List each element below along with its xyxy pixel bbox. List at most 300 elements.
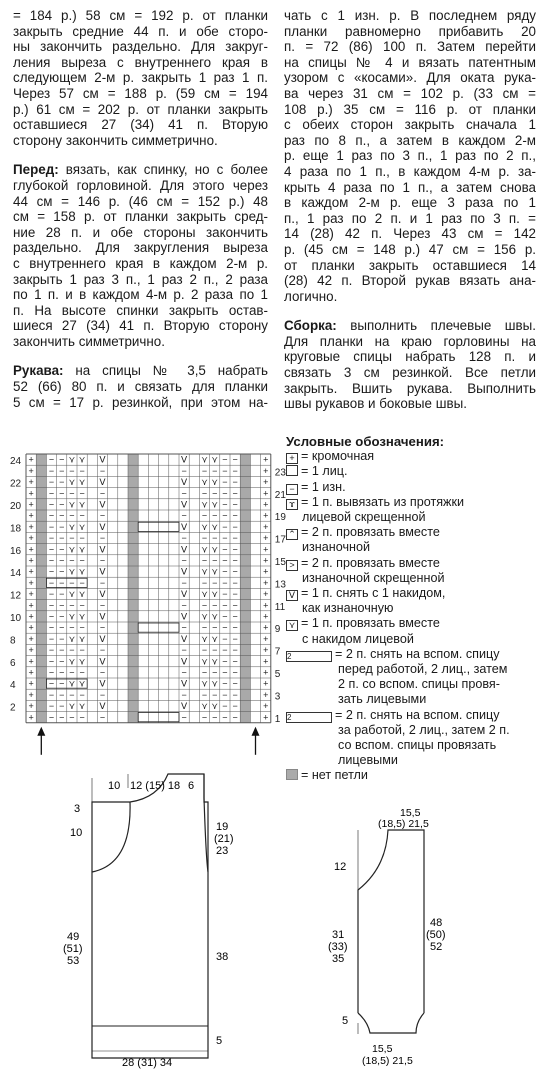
body-outline — [92, 774, 208, 1058]
stitch-symbol: − — [201, 555, 208, 566]
stitch-symbol: ᐯ — [99, 611, 106, 622]
stitch-symbol: − — [79, 600, 85, 611]
dim-label: 5 — [342, 1015, 349, 1027]
stitch-symbol: − — [59, 510, 65, 521]
stitch-symbol: − — [79, 488, 85, 499]
slip-box-icon: ᐯ — [286, 590, 298, 601]
loop-box-icon: ɤ — [286, 499, 298, 510]
stitch-symbol: − — [48, 712, 55, 723]
stitch-symbol: − — [48, 555, 55, 566]
assembly-heading: Сборка: — [284, 318, 337, 334]
legend-title: Условные обозначения: — [286, 434, 445, 449]
stitch-symbol: − — [59, 622, 65, 633]
stitch-symbol: ᐯ — [181, 454, 188, 465]
row-number: 16 — [10, 545, 22, 557]
stitch-symbol: ⋎ — [201, 566, 208, 577]
row-number: 18 — [10, 523, 22, 535]
stitch-symbol: ᐯ — [99, 566, 106, 577]
stitch-symbol: − — [48, 488, 55, 499]
legend-text: с накидом лицевой — [302, 631, 414, 646]
text-line: раздельно. Для закругления выреза — [13, 240, 268, 256]
stitch-symbol: − — [59, 521, 65, 532]
legend-text: = 2 п. снять на вспом. спицу — [335, 707, 500, 722]
text-line: швы рукавов и боковые швы. — [284, 396, 467, 412]
stitch-symbol: − — [48, 577, 55, 588]
stitch-symbol: − — [69, 712, 75, 723]
text-line: от планки закрыть оставшиеся 14 — [284, 257, 536, 273]
stitch-symbol: − — [79, 667, 85, 678]
text-line: чать с 1 изн. р. В последнем ряду — [284, 8, 536, 23]
stitch-symbol: − — [48, 454, 55, 465]
stitch-symbol: − — [59, 577, 65, 588]
stitch-symbol: − — [99, 510, 106, 521]
stitch-symbol: ᐯ — [181, 544, 188, 555]
stitch-symbol: − — [59, 667, 65, 678]
stitch-symbol: − — [59, 499, 65, 510]
stitch-symbol: + — [263, 454, 269, 465]
legend-text: = 2 п. провязать вместе — [301, 525, 440, 540]
stitch-symbol: − — [222, 645, 228, 656]
stitch-symbol: − — [48, 701, 55, 712]
stitch-symbol: − — [201, 689, 208, 700]
stitch-symbol: − — [232, 645, 238, 656]
stitch-symbol: − — [59, 678, 65, 689]
stitch-symbol: − — [79, 510, 85, 521]
stitch-symbol: ⋎ — [78, 454, 86, 465]
stitch-symbol: ⋎ — [211, 544, 218, 555]
triangle-box-icon: ⌃ — [286, 529, 298, 540]
stitch-symbol: + — [263, 633, 269, 644]
text-line: с обеих сторон закрыть сначала 1 — [284, 117, 536, 133]
stitch-symbol: − — [232, 499, 238, 510]
stitch-symbol: + — [263, 656, 269, 667]
stitch-symbol: − — [212, 712, 218, 723]
sleeves-paragraph — [13, 363, 268, 410]
text-line: 4 раза по 1 п., в каждом 4-м р. за- — [284, 163, 536, 179]
stitch-symbol: + — [28, 678, 34, 689]
legend-text: изнаночной скрещенной — [302, 570, 445, 585]
stitch-symbol: ⋎ — [68, 521, 76, 532]
v-box-icon: ⋎ — [286, 620, 298, 631]
stitch-symbol: ⋎ — [201, 521, 208, 532]
stitch-symbol: − — [232, 622, 238, 633]
stitch-symbol: + — [28, 611, 34, 622]
stitch-symbol: − — [59, 656, 65, 667]
stitch-symbol: − — [222, 678, 228, 689]
stitch-symbol: − — [59, 645, 65, 656]
stitch-symbol: + — [263, 544, 269, 555]
sleeve-outline — [358, 830, 424, 1013]
dim-label: 35 — [332, 953, 345, 965]
stitch-symbol: − — [59, 488, 65, 499]
stitch-symbol: + — [28, 600, 34, 611]
stitch-symbol: − — [181, 577, 187, 588]
stitch-symbol: − — [222, 521, 228, 532]
stitch-symbol: − — [212, 533, 218, 544]
stitch-symbol: − — [48, 689, 55, 700]
text-line: = 184 р.) 58 см = 192 р. от планки — [13, 8, 268, 23]
stitch-symbol: − — [222, 712, 228, 723]
text-line: оставшиеся 27 (34) 41 п. Вторую — [13, 117, 268, 133]
stitch-symbol: − — [201, 645, 208, 656]
legend-item-no-stitch — [286, 768, 540, 783]
text-line: следующем 2-м р. закрыть 1 раз 1 п. — [13, 70, 268, 86]
stitch-symbol: − — [48, 477, 55, 488]
stitch-symbol: + — [28, 465, 34, 476]
stitch-symbol: ᐯ — [99, 499, 106, 510]
text-line — [13, 162, 268, 178]
stitch-symbol: ⋎ — [201, 589, 208, 600]
row-number: 1 — [274, 713, 281, 725]
legend-text: 2 п. со вспом. спицы провя- — [338, 677, 500, 692]
stitch-symbol: − — [222, 622, 228, 633]
stitch-symbol: + — [28, 533, 34, 544]
stitch-symbol: − — [232, 465, 238, 476]
row-number: 6 — [10, 657, 16, 669]
legend-text: = кромочная — [301, 449, 375, 464]
stitch-symbol: ᐯ — [99, 589, 106, 600]
text-line: закрыть. Вшить рукава. Выполнить — [284, 380, 536, 396]
stitch-symbol: − — [222, 488, 228, 499]
stitch-symbol: + — [263, 589, 269, 600]
arrow-head-icon — [37, 727, 45, 736]
stitch-symbol: ⋎ — [68, 701, 76, 712]
stitch-symbol: − — [222, 611, 228, 622]
stitch-symbol: ⋎ — [211, 701, 218, 712]
stitch-symbol: − — [222, 566, 228, 577]
text-line: р. еще 1 раз по 3 п., 1 раз по 2 п., — [284, 148, 536, 164]
legend-text: за работой, 2 лиц., затем 2 п. — [338, 722, 510, 737]
stitch-symbol: ⋎ — [68, 589, 76, 600]
stitch-symbol: ⋎ — [211, 566, 218, 577]
arrow-right-box-icon: > — [286, 560, 298, 571]
stitch-symbol: − — [69, 667, 75, 678]
stitch-symbol: + — [263, 477, 269, 488]
stitch-symbol: − — [222, 667, 228, 678]
stitch-symbol: − — [232, 667, 238, 678]
legend-item-purl — [286, 480, 540, 495]
stitch-symbol: − — [181, 533, 187, 544]
stitch-symbol: ⋎ — [211, 589, 218, 600]
stitch-symbol: − — [232, 589, 238, 600]
text-line — [284, 318, 536, 334]
stitch-symbol: − — [212, 622, 218, 633]
stitch-symbol: − — [212, 645, 218, 656]
stitch-symbol: + — [28, 667, 34, 678]
neckline-curve — [92, 802, 130, 872]
text-line: 14 (28) 42 п. Через 43 см = 142 — [284, 226, 536, 242]
stitch-symbol: − — [48, 667, 55, 678]
text-line: п. На высоте спинки закрыть остав- — [13, 302, 268, 318]
stitch-symbol: + — [28, 622, 34, 633]
text-line — [13, 363, 268, 379]
legend-item-p2tog — [286, 525, 540, 555]
stitch-symbol: − — [79, 555, 85, 566]
stitch-symbol: − — [79, 577, 85, 588]
stitch-symbol: ᐯ — [99, 678, 106, 689]
stitch-symbol: ⋎ — [68, 499, 76, 510]
row-number: 23 — [274, 467, 286, 479]
stitch-symbol: − — [232, 510, 238, 521]
stitch-symbol: − — [48, 622, 55, 633]
cable-back-icon: 2 — [286, 712, 332, 723]
sleeves-continued-paragraph — [284, 8, 536, 304]
text-line: закрыть средние 44 п. и обе сторо- — [13, 23, 268, 39]
stitch-symbol: − — [69, 465, 75, 476]
cable-front-icon: 2 — [286, 651, 332, 662]
row-number: 8 — [10, 635, 16, 647]
stitch-symbol: − — [48, 566, 55, 577]
text-fragment: выполнить плечевые швы. — [336, 318, 536, 334]
stitch-symbol: ⋎ — [78, 656, 86, 667]
stitch-symbol: − — [232, 488, 238, 499]
stitch-symbol: − — [99, 689, 106, 700]
stitch-symbol: ⋎ — [78, 611, 86, 622]
stitch-symbol: − — [69, 488, 75, 499]
stitch-symbol: + — [263, 510, 269, 521]
stitch-symbol: − — [99, 577, 106, 588]
stitch-symbol: − — [59, 633, 65, 644]
stitch-symbol: ⋎ — [201, 499, 208, 510]
stitch-symbol: − — [69, 533, 75, 544]
stitch-symbol: − — [201, 577, 208, 588]
stitch-symbol: ᐯ — [99, 454, 106, 465]
legend-text: = 1 п. вывязать из протяжки — [301, 494, 465, 509]
stitch-symbol: + — [28, 633, 34, 644]
stitch-symbol: − — [48, 510, 55, 521]
legend-text: = 1 изн. — [301, 479, 346, 494]
stitch-symbol: ⋎ — [211, 499, 218, 510]
stitch-symbol: − — [232, 600, 238, 611]
stitch-symbol: − — [232, 689, 238, 700]
stitch-symbol: − — [59, 454, 65, 465]
text-line: 5 см = 17 р. резинкой, при этом на- — [13, 394, 268, 410]
stitch-symbol: − — [222, 465, 228, 476]
stitch-symbol: ᐯ — [181, 477, 188, 488]
text-line: р. (45 см = 148 р.) 47 см = 156 р. — [284, 241, 536, 257]
stitch-symbol: − — [79, 465, 85, 476]
stitch-symbol: − — [222, 589, 228, 600]
text-line: крыть 4 раза по 1 п., а затем снова — [284, 179, 536, 195]
stitch-symbol: ⋎ — [201, 477, 208, 488]
row-number: 21 — [274, 489, 286, 501]
stitch-symbol: − — [232, 454, 238, 465]
text-line: в каждом 2-м р. еще 3 раза по 1 — [284, 195, 536, 211]
stitch-symbol: − — [201, 488, 208, 499]
dim-label: 52 — [430, 941, 443, 953]
stitch-symbol: + — [263, 521, 269, 532]
dash-box-icon: − — [286, 484, 298, 495]
stitch-symbol: + — [28, 645, 34, 656]
dim-label: (33) — [328, 941, 348, 953]
stitch-symbol: − — [232, 633, 238, 644]
row-number: 17 — [274, 534, 286, 546]
dim-label: 6 — [188, 780, 195, 792]
stitch-symbol: + — [263, 712, 269, 723]
legend-text: со вспом. спицы провязать — [338, 738, 497, 753]
text-line: ления выреза с внутреннего края в — [13, 54, 268, 70]
stitch-symbol: − — [201, 510, 208, 521]
stitch-symbol: ⋎ — [78, 633, 86, 644]
stitch-symbol: − — [99, 555, 106, 566]
text-line: шиеся 27 (34) 41 п. Вторую сторону — [13, 318, 268, 334]
text-fragment: на спицы № 3,5 набрать — [63, 363, 268, 379]
stitch-symbol: − — [201, 667, 208, 678]
dim-label: (51) — [63, 943, 83, 955]
stitch-symbol: + — [28, 488, 34, 499]
stitch-symbol: − — [59, 701, 65, 712]
body-schematic — [40, 768, 300, 1073]
stitch-symbol: − — [79, 712, 85, 723]
knitting-chart — [8, 448, 286, 768]
stitch-symbol: − — [201, 622, 208, 633]
stitch-symbol: ⋎ — [78, 521, 86, 532]
stitch-symbol: ᐯ — [99, 633, 106, 644]
legend-item-knit — [286, 464, 540, 479]
stitch-symbol: ⋎ — [68, 566, 76, 577]
stitch-symbol: − — [59, 544, 65, 555]
stitch-symbol: − — [181, 600, 187, 611]
dim-label: 49 — [67, 931, 80, 943]
dim-label: 5 — [216, 1035, 223, 1047]
legend-text: = 2 п. снять на вспом. спицу — [335, 646, 500, 661]
text-line: ние 28 п. и обе стороны закончить — [13, 224, 268, 240]
legend-text: изнаночной — [302, 540, 371, 555]
stitch-symbol: ᐯ — [181, 611, 188, 622]
stitch-symbol: ⋎ — [78, 678, 86, 689]
stitch-symbol: ᐯ — [181, 701, 188, 712]
stitch-symbol: − — [69, 600, 75, 611]
stitch-symbol: − — [222, 544, 228, 555]
stitch-symbol: + — [28, 477, 34, 488]
stitch-symbol: − — [59, 465, 65, 476]
stitch-symbol: − — [181, 488, 187, 499]
stitch-symbol: − — [222, 510, 228, 521]
stitch-symbol: − — [69, 689, 75, 700]
row-number: 7 — [274, 646, 281, 658]
text-line: по 1 п. и в каждом 4-м р. 2 раза по 1 — [13, 287, 268, 303]
stitch-symbol: − — [59, 555, 65, 566]
stitch-symbol: − — [99, 600, 106, 611]
legend-item-cable-back — [286, 708, 540, 769]
stitch-symbol: − — [99, 645, 106, 656]
legend-item-selvedge — [286, 449, 540, 464]
front-paragraph — [13, 162, 268, 349]
stitch-symbol: − — [99, 488, 106, 499]
text-fragment: вязать, как спинку, но с более — [58, 162, 268, 178]
row-number: 19 — [274, 512, 286, 524]
stitch-symbol: − — [59, 611, 65, 622]
stitch-symbol: − — [99, 667, 106, 678]
stitch-symbol: − — [212, 555, 218, 566]
row-number: 3 — [274, 691, 281, 703]
stitch-symbol: − — [232, 656, 238, 667]
stitch-symbol: + — [263, 488, 269, 499]
stitch-symbol: − — [181, 465, 187, 476]
text-line: узором с «косами». Для оката рука- — [284, 70, 536, 86]
stitch-symbol: ᐯ — [99, 544, 106, 555]
legend-text: = нет петли — [301, 768, 368, 783]
stitch-symbol: − — [69, 510, 75, 521]
stitch-symbol: ⋎ — [78, 544, 86, 555]
stitch-symbol: − — [222, 633, 228, 644]
stitch-symbol: ⋎ — [68, 633, 76, 644]
stitch-symbol: − — [222, 499, 228, 510]
stitch-symbol: + — [28, 555, 34, 566]
text-line: с внутреннего края в каждом 2-м р. — [13, 255, 268, 271]
text-line: раз по 8 п., а затем в каждом 2-м — [284, 132, 536, 148]
stitch-symbol: − — [59, 712, 65, 723]
legend-text: = 1 лиц. — [301, 464, 348, 479]
stitch-symbol: ⋎ — [78, 499, 86, 510]
stitch-symbol: ⋎ — [201, 611, 208, 622]
stitch-symbol: − — [232, 577, 238, 588]
legend-text: лицевой скрещенной — [302, 510, 426, 525]
stitch-symbol: + — [28, 521, 34, 532]
stitch-symbol: − — [222, 577, 228, 588]
text-line: закрыть 1 раз 3 п., 1 раз 2 п., 2 раза — [13, 271, 268, 287]
stitch-symbol: − — [201, 465, 208, 476]
row-number: 11 — [274, 601, 286, 613]
row-number: 10 — [10, 613, 22, 624]
stitch-symbol: − — [232, 544, 238, 555]
text-line: закончить симметрично. — [13, 333, 165, 349]
plus-box-icon: + — [286, 453, 298, 464]
stitch-symbol: ⋎ — [68, 454, 76, 465]
stitch-symbol: ⋎ — [68, 611, 76, 622]
stitch-symbol: ⋎ — [211, 633, 218, 644]
stitch-symbol: − — [48, 600, 55, 611]
stitch-symbol: ⋎ — [201, 678, 208, 689]
stitch-symbol: − — [79, 533, 85, 544]
stitch-symbol: − — [222, 656, 228, 667]
stitch-symbol: − — [59, 566, 65, 577]
row-number: 13 — [274, 579, 286, 591]
empty-box-icon — [286, 465, 298, 476]
stitch-symbol: − — [99, 622, 106, 633]
row-number: 14 — [10, 568, 22, 580]
stitch-symbol: − — [222, 701, 228, 712]
stitch-symbol: ⋎ — [78, 589, 86, 600]
stitch-symbol: − — [79, 622, 85, 633]
text-line: круговые спицы набрать 128 п. и — [284, 349, 536, 365]
stitch-symbol: ⋎ — [211, 521, 218, 532]
text-line: планки равномерно прибавить 20 — [284, 23, 536, 39]
stitch-symbol: ⋎ — [211, 656, 218, 667]
stitch-symbol: − — [201, 600, 208, 611]
legend-text: = 1 п. провязать вместе — [301, 616, 440, 631]
stitch-symbol: ᐯ — [181, 633, 188, 644]
stitch-symbol: − — [212, 689, 218, 700]
text-line: логично. — [284, 288, 338, 304]
stitch-symbol: + — [28, 577, 34, 588]
stitch-symbol: + — [263, 533, 269, 544]
stitch-symbol: − — [222, 477, 228, 488]
stitch-symbol: + — [28, 499, 34, 510]
text-line: (28) 42 п. Второй рукав вязать ана- — [284, 273, 536, 289]
row-number: 12 — [10, 590, 22, 602]
front-heading: Перед: — [13, 162, 59, 178]
dim-label: 15,5 — [372, 1043, 393, 1055]
stitch-symbol: + — [263, 622, 269, 633]
stitch-symbol: − — [181, 622, 187, 633]
stitch-symbol: ⋎ — [68, 656, 76, 667]
stitch-symbol: ⋎ — [211, 611, 218, 622]
stitch-symbol: + — [28, 656, 34, 667]
back-continued-paragraph — [13, 8, 268, 148]
stitch-symbol: − — [59, 477, 65, 488]
legend-text: перед работой, 2 лиц., затем — [338, 662, 508, 677]
